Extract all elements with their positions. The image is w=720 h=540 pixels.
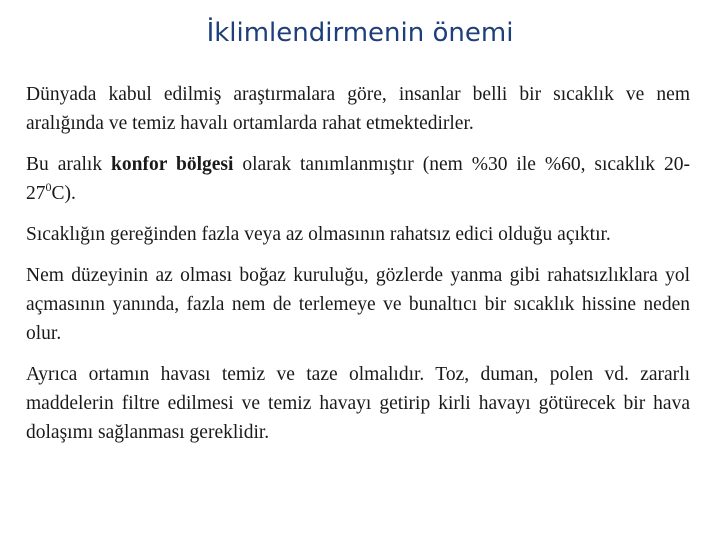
paragraph-3: Sıcaklığın gereğinden fazla veya az olmasının rahatsız edici olduğu açıktır. (26, 224, 611, 245)
comfort-zone-term: konfor bölgesi (111, 154, 234, 175)
paragraph-2 (26, 150, 690, 208)
page-title: İklimlendirmenin önemi (206, 18, 514, 48)
paragraph-2-text-a: Bu aralık (26, 154, 112, 175)
paragraph-1: Dünyada kabul edilmiş araştırmalara göre, insanlar belli bir sıcaklık ve nem aralığında ve temiz havalı ortamlarda rahat etmektedirler. (26, 84, 690, 134)
slide-content (26, 80, 690, 459)
paragraph-5: Ayrıca ortamın havası temiz ve taze olmalıdır. Toz, duman, polen vd. zararlı maddelerin filtre edilmesi ve temiz havayı getirip kirli havayı götürecek bir hava dolaşımı sağlanması gereklidir. (26, 364, 690, 443)
paragraph-4: Nem düzeyinin az olması boğaz kuruluğu, gözlerde yanma gibi rahatsızlıklara yol açmasının yanında, fazla nem de terlemeye ve bunaltıcı bir sıcaklık hissine neden olur. (26, 265, 690, 344)
degree-superscript: 0 (45, 180, 52, 194)
paragraph-2-text-c: C). (51, 183, 76, 204)
paragraph-2-text-b: olarak tanımlanmıştır (nem %30 ile %60, sıcaklık 20-27 (26, 154, 690, 204)
